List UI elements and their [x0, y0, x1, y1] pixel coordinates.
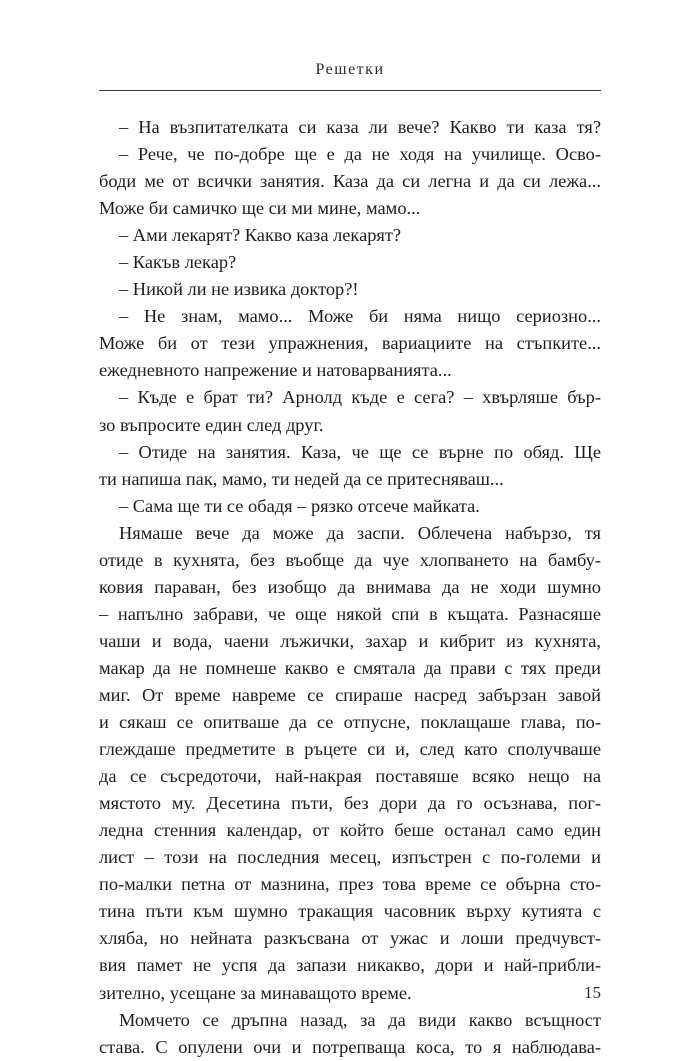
text-line: тина пъти към шумно тракащия часовник върху кутията с	[99, 901, 601, 922]
text-line: – Сама ще ти се обадя – рязко отсече майката.	[119, 495, 480, 516]
text-line: – Никой ли не извика доктор?!	[119, 279, 359, 300]
text-line: чаши и вода, чаени лъжички, захар и кибрит из кухнята,	[99, 630, 601, 651]
running-head: Решетки	[315, 61, 385, 78]
text-line: боди ме от всички занятия. Каза да си легна и да си лежа...	[99, 171, 601, 192]
text-line: да се съсредоточи, най-накрая поставяше всяко нещо на	[99, 766, 601, 787]
text-line: Може би от тези упражнения, вариациите на стъпките...	[99, 333, 601, 354]
text-line: глеждаше предметите в ръцете си и, след като сполучваше	[99, 739, 601, 760]
text-line: Момчето се дръпна назад, за да види какво всъщност	[119, 1009, 601, 1030]
text-line: Може би самичко ще си ми мине, мамо...	[99, 198, 421, 219]
text-line: – Рече, че по-добре ще е да не ходя на училище. Осво-	[119, 144, 601, 165]
text-line: отиде в кухнята, без въобще да чуе хлопването на бамбу-	[99, 549, 601, 570]
page-number: 15	[584, 983, 601, 1002]
header-rule	[99, 90, 601, 91]
text-line: – На възпитателката си каза ли вече? Какво ти каза тя?	[119, 117, 601, 137]
text-line: ти напиша пак, мамо, ти недей да се притесняваш...	[99, 468, 504, 489]
text-line: – Отиде на занятия. Каза, че ще се върне по обяд. Ще	[119, 441, 601, 462]
text-line: хляба, но нейната разкъсвана от ужас и лоши предчувст-	[99, 928, 601, 949]
text-line: вия памет не успя да запази никакво, дори и най-прибли-	[99, 955, 601, 976]
text-line: макар да не помнеше какво е смятала да прави с тях преди	[99, 657, 601, 678]
text-line: – Не знам, мамо... Може би няма нищо сериозно...	[119, 306, 601, 327]
text-line: зително, усещане за минаващото време.	[99, 982, 412, 1003]
text-line: лист – този на последния месец, изпъстрен с по-големи и	[99, 847, 601, 868]
body-text	[99, 114, 601, 1061]
text-line: миг. От време навреме се спираше насред забързан завой	[99, 684, 601, 705]
text-line: ковия параван, без изобщо да внимава да не ходи шумно	[99, 576, 601, 597]
text-line: ледна стенния календар, от който беше останал само един	[99, 820, 601, 841]
text-line: ежедневното напрежение и натоварванията...	[99, 360, 452, 381]
text-line: – Къде е брат ти? Арнолд къде е сега? – хвърляше бър-	[119, 387, 601, 408]
text-line: зо въпросите един след друг.	[99, 414, 324, 435]
text-line: – напълно забрави, че още някой спи в къщата. Разнасяше	[99, 603, 601, 624]
text-line: става. С опулени очи и потрепваща коса, то я наблюдава-	[99, 1036, 601, 1057]
text-line: – Ами лекарят? Какво каза лекарят?	[119, 225, 402, 246]
text-line: мястото му. Десетина пъти, без дори да го осъзнава, пог-	[99, 793, 601, 814]
text-line: по-малки петна от мазнина, през това време се обърна сто-	[99, 874, 601, 895]
text-line: Нямаше вече да може да заспи. Облечена набързо, тя	[119, 522, 601, 543]
text-line: и сякаш се опитваше да се отпусне, поклащаше глава, по-	[99, 712, 601, 733]
text-line: – Какъв лекар?	[119, 252, 237, 273]
